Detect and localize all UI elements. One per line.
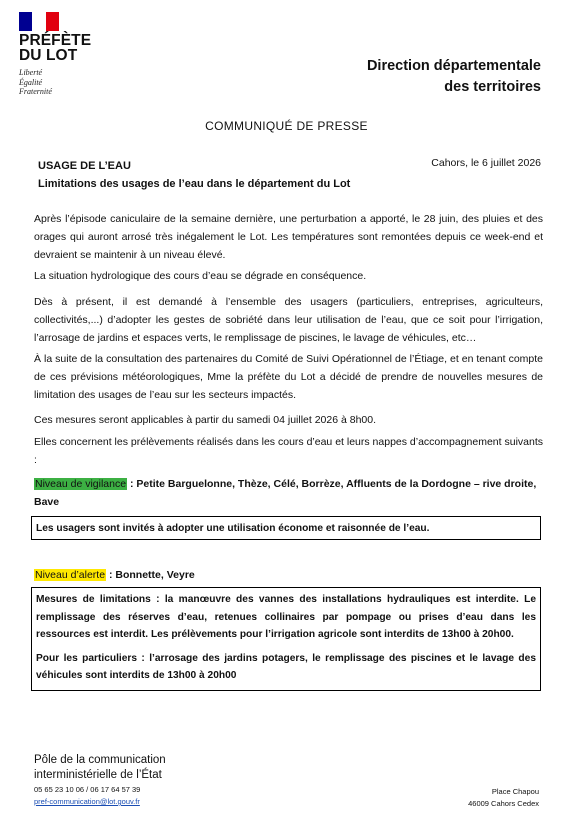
subject-block	[38, 157, 350, 193]
alert-level-line	[34, 566, 543, 584]
logo-line-1: PRÉFÈTE	[19, 32, 92, 49]
footer-phone-numbers: 05 65 23 10 06 / 06 17 64 57 39	[34, 785, 141, 794]
direction-line-2: des territoires	[444, 79, 541, 95]
republic-motto	[19, 68, 52, 97]
footer-communication-pole	[34, 753, 166, 783]
footer-address	[468, 786, 539, 809]
alert-separator: :	[106, 569, 116, 581]
flag-red	[46, 12, 59, 31]
body-paragraph-6	[34, 433, 543, 469]
dateline: Cahors, le 6 juillet 2026	[431, 157, 541, 169]
vigilance-measures-text: Les usagers sont invités à adopter une utilisation économe et raisonnée de l’eau.	[36, 523, 430, 534]
prefecture-logo-title	[19, 33, 91, 63]
motto-fraternite: Fraternité	[19, 87, 52, 96]
subject-title: USAGE DE L’EAU	[38, 160, 131, 172]
footer-address-line-2: 46009 Cahors Cedex	[468, 798, 539, 808]
vigilance-rivers: Petite Barguelonne, Thèze, Célé, Borrèze, Affluents de la Dordogne – rive droite, Bave	[34, 478, 537, 508]
paragraph-text: Dès à présent, il est demandé à l’ensemble des usagers (particuliers, entreprises, agriculteurs, collectivités,...) d’adopter les gestes de sobriété dans leur utilisation de l’eau, que ce soit pour l’irrigation, l’arrosage de jardins et espaces verts, le remplissage de piscines, le lavage de véhicules, etc…	[34, 296, 543, 344]
paragraph-text: La situation hydrologique des cours d’eau se dégrade en conséquence.	[34, 270, 367, 282]
paragraph-text: Ces mesures seront applicables à partir du samedi 04 juillet 2026 à 8h00.	[34, 414, 377, 426]
paragraph-text: Après l’épisode caniculaire de la semaine dernière, une perturbation a apporté, le 28 juin, des pluies et des orages qui auront arrosé très inégalement le Lot. Les températures sont remontées depuis ce week-end et devraient se maintenir à un niveau élevé.	[34, 213, 543, 261]
direction-heading	[367, 56, 541, 98]
vigilance-level-line	[34, 475, 543, 511]
motto-egalite: Égalité	[19, 77, 43, 87]
body-paragraph-4	[34, 350, 543, 404]
body-paragraph-1	[34, 210, 543, 264]
body-paragraph-2	[34, 267, 543, 285]
footer-pole-line-2: interministérielle de l’État	[34, 769, 162, 781]
footer-email-link[interactable]: pref-communication@lot.gouv.fr	[34, 797, 140, 806]
paragraph-text: À la suite de la consultation des partenaires du Comité de Suivi Opérationnel de l’Étiage, et en tenant compte de ces prévisions météorologiques, Mme la préfète du Lot a décidé de prendre de nouvelles mesures de limitation des usages de l’eau sur les secteurs impactés.	[34, 353, 543, 401]
vigilance-measures-box	[31, 516, 541, 540]
subject-subtitle: Limitations des usages de l’eau dans le département du Lot	[38, 178, 351, 190]
alert-level-label: Niveau d’alerte	[35, 569, 106, 581]
alert-measures-box	[31, 587, 541, 691]
flag-blue	[19, 12, 32, 31]
motto-liberte: Liberté	[19, 68, 43, 77]
direction-line-1: Direction départementale	[366, 58, 541, 74]
alert-rivers: Bonnette, Veyre	[115, 569, 195, 581]
flag-white	[32, 12, 45, 31]
body-paragraph-5	[34, 411, 543, 429]
vigilance-level-label: Niveau de vigilance	[35, 478, 127, 490]
alert-measures-individuals: Pour les particuliers : l’arrosage des jardins potagers, le remplissage des piscines et le lavage des véhicules sont interdits de 13h00 à 20h00	[36, 652, 536, 681]
alert-measures-general: Mesures de limitations : la manœuvre des vannes des installations hydrauliques est interdite. Le remplissage des réserves d’eau, retenues collinaires par pompage ou prises d’eau dans les ressources est interdit. Les prélèvements pour l’irrigation agricole sont interdits de 13h00 à 20h00.	[36, 594, 536, 640]
french-flag-icon	[19, 12, 59, 31]
footer-address-line-1: Place Chapou	[491, 787, 539, 796]
document-type-title: COMMUNIQUÉ DE PRESSE	[205, 119, 368, 133]
vigilance-separator: :	[127, 478, 137, 490]
logo-line-2: DU LOT	[19, 47, 78, 64]
paragraph-text: Elles concernent les prélèvements réalisés dans les cours d’eau et leurs nappes d’accompagnement suivants :	[34, 436, 543, 466]
body-paragraph-3	[34, 293, 543, 347]
footer-pole-line-1: Pôle de la communication	[34, 754, 166, 766]
